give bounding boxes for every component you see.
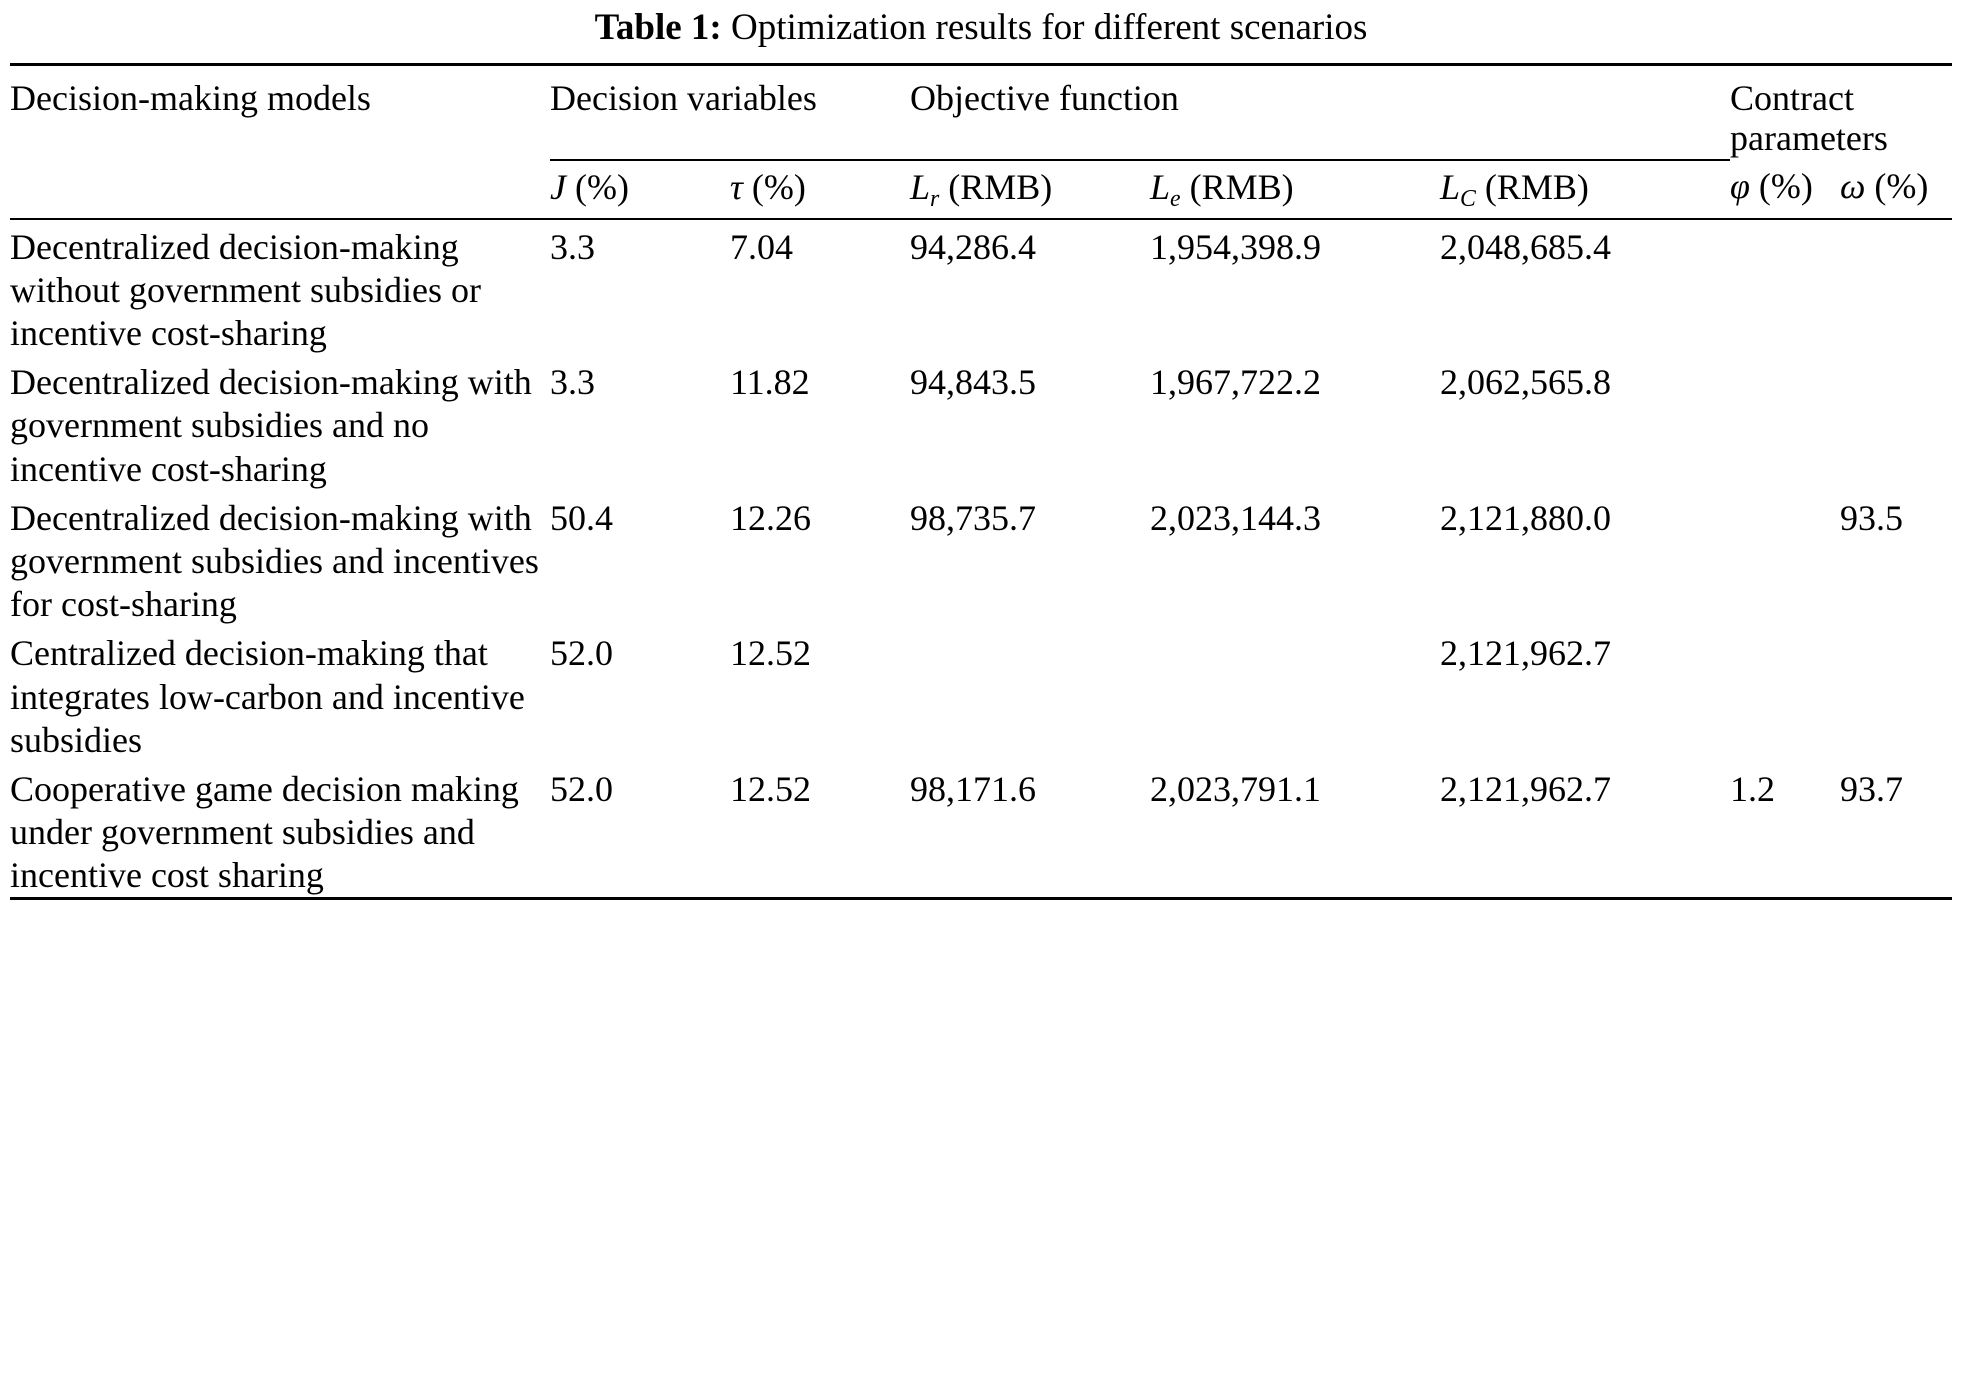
row-lr <box>910 626 1150 762</box>
row-tau: 12.52 <box>730 762 910 899</box>
header-sub-phi: φ (%) <box>1730 166 1813 207</box>
header-sub-omega: ω (%) <box>1840 166 1929 207</box>
row-phi <box>1730 491 1840 627</box>
row-lc: 2,121,962.7 <box>1440 762 1730 899</box>
row-le <box>1150 626 1440 762</box>
row-model: Decentralized decision-making with government subsidies and incentives for cost-sharing <box>10 497 539 625</box>
caption-label: Table 1: <box>594 7 722 48</box>
row-omega <box>1840 355 1952 491</box>
header-sub-lc: $L_C$ (RMB) <box>1440 167 1589 212</box>
header-models: Decision-making models <box>10 64 550 218</box>
row-j: 3.3 <box>550 362 595 403</box>
results-table <box>10 63 1952 901</box>
row-omega: 93.5 <box>1840 497 1903 538</box>
table-row <box>10 626 1952 762</box>
header-sub-lr: $L_r$ (RMB) <box>910 167 1053 212</box>
table-row <box>10 762 1952 899</box>
row-model: Decentralized decision-making with government subsidies and no incentive cost-sharing <box>10 362 532 489</box>
row-lc: 2,121,880.0 <box>1440 497 1611 538</box>
row-le: 1,954,398.9 <box>1150 219 1440 356</box>
row-j: 52.0 <box>550 762 730 899</box>
row-tau: 11.82 <box>730 362 810 403</box>
caption-text: Optimization results for different scenarios <box>731 7 1368 48</box>
header-sub-le: $L_e$ (RMB) <box>1150 167 1294 212</box>
row-model: Centralized decision-making that integrates low-carbon and incentive subsidies <box>10 633 525 760</box>
header-group-contract-parameters: Contract parameters <box>1730 64 1952 160</box>
row-lr: 94,843.5 <box>910 362 1036 403</box>
row-tau: 12.52 <box>730 633 811 674</box>
header-group-row <box>10 64 1952 160</box>
row-phi: 1.2 <box>1730 762 1840 899</box>
row-omega: 93.7 <box>1840 762 1952 899</box>
row-model: Cooperative game decision making under government subsidies and incentive cost sharing <box>10 762 550 899</box>
row-phi <box>1730 219 1840 356</box>
row-j: 52.0 <box>550 633 613 674</box>
table-row <box>10 491 1952 627</box>
row-tau: 7.04 <box>730 219 910 356</box>
row-phi <box>1730 355 1840 491</box>
header-group-decision-variables: Decision variables <box>550 64 910 160</box>
row-lr: 98,735.7 <box>910 497 1036 538</box>
row-model: Decentralized decision-making without government subsidies or incentive cost-sharing <box>10 219 550 356</box>
header-sub-j: J (%) <box>550 167 629 208</box>
header-sub-tau: τ (%) <box>730 167 806 208</box>
row-j: 3.3 <box>550 219 730 356</box>
row-phi <box>1730 626 1840 762</box>
header-group-objective-function: Objective function <box>910 64 1730 160</box>
table-row <box>10 355 1952 491</box>
table-row <box>10 219 1952 356</box>
row-omega <box>1840 219 1952 356</box>
row-le: 2,023,791.1 <box>1150 762 1440 899</box>
row-le: 1,967,722.2 <box>1150 362 1321 403</box>
row-tau: 12.26 <box>730 497 811 538</box>
row-lc: 2,048,685.4 <box>1440 219 1730 356</box>
row-lr: 94,286.4 <box>910 219 1150 356</box>
row-omega <box>1840 626 1952 762</box>
row-lc: 2,121,962.7 <box>1440 633 1611 674</box>
table-caption <box>10 0 1952 63</box>
row-lc: 2,062,565.8 <box>1440 362 1611 403</box>
row-lr: 98,171.6 <box>910 762 1150 899</box>
row-le: 2,023,144.3 <box>1150 497 1321 538</box>
row-j: 50.4 <box>550 497 613 538</box>
